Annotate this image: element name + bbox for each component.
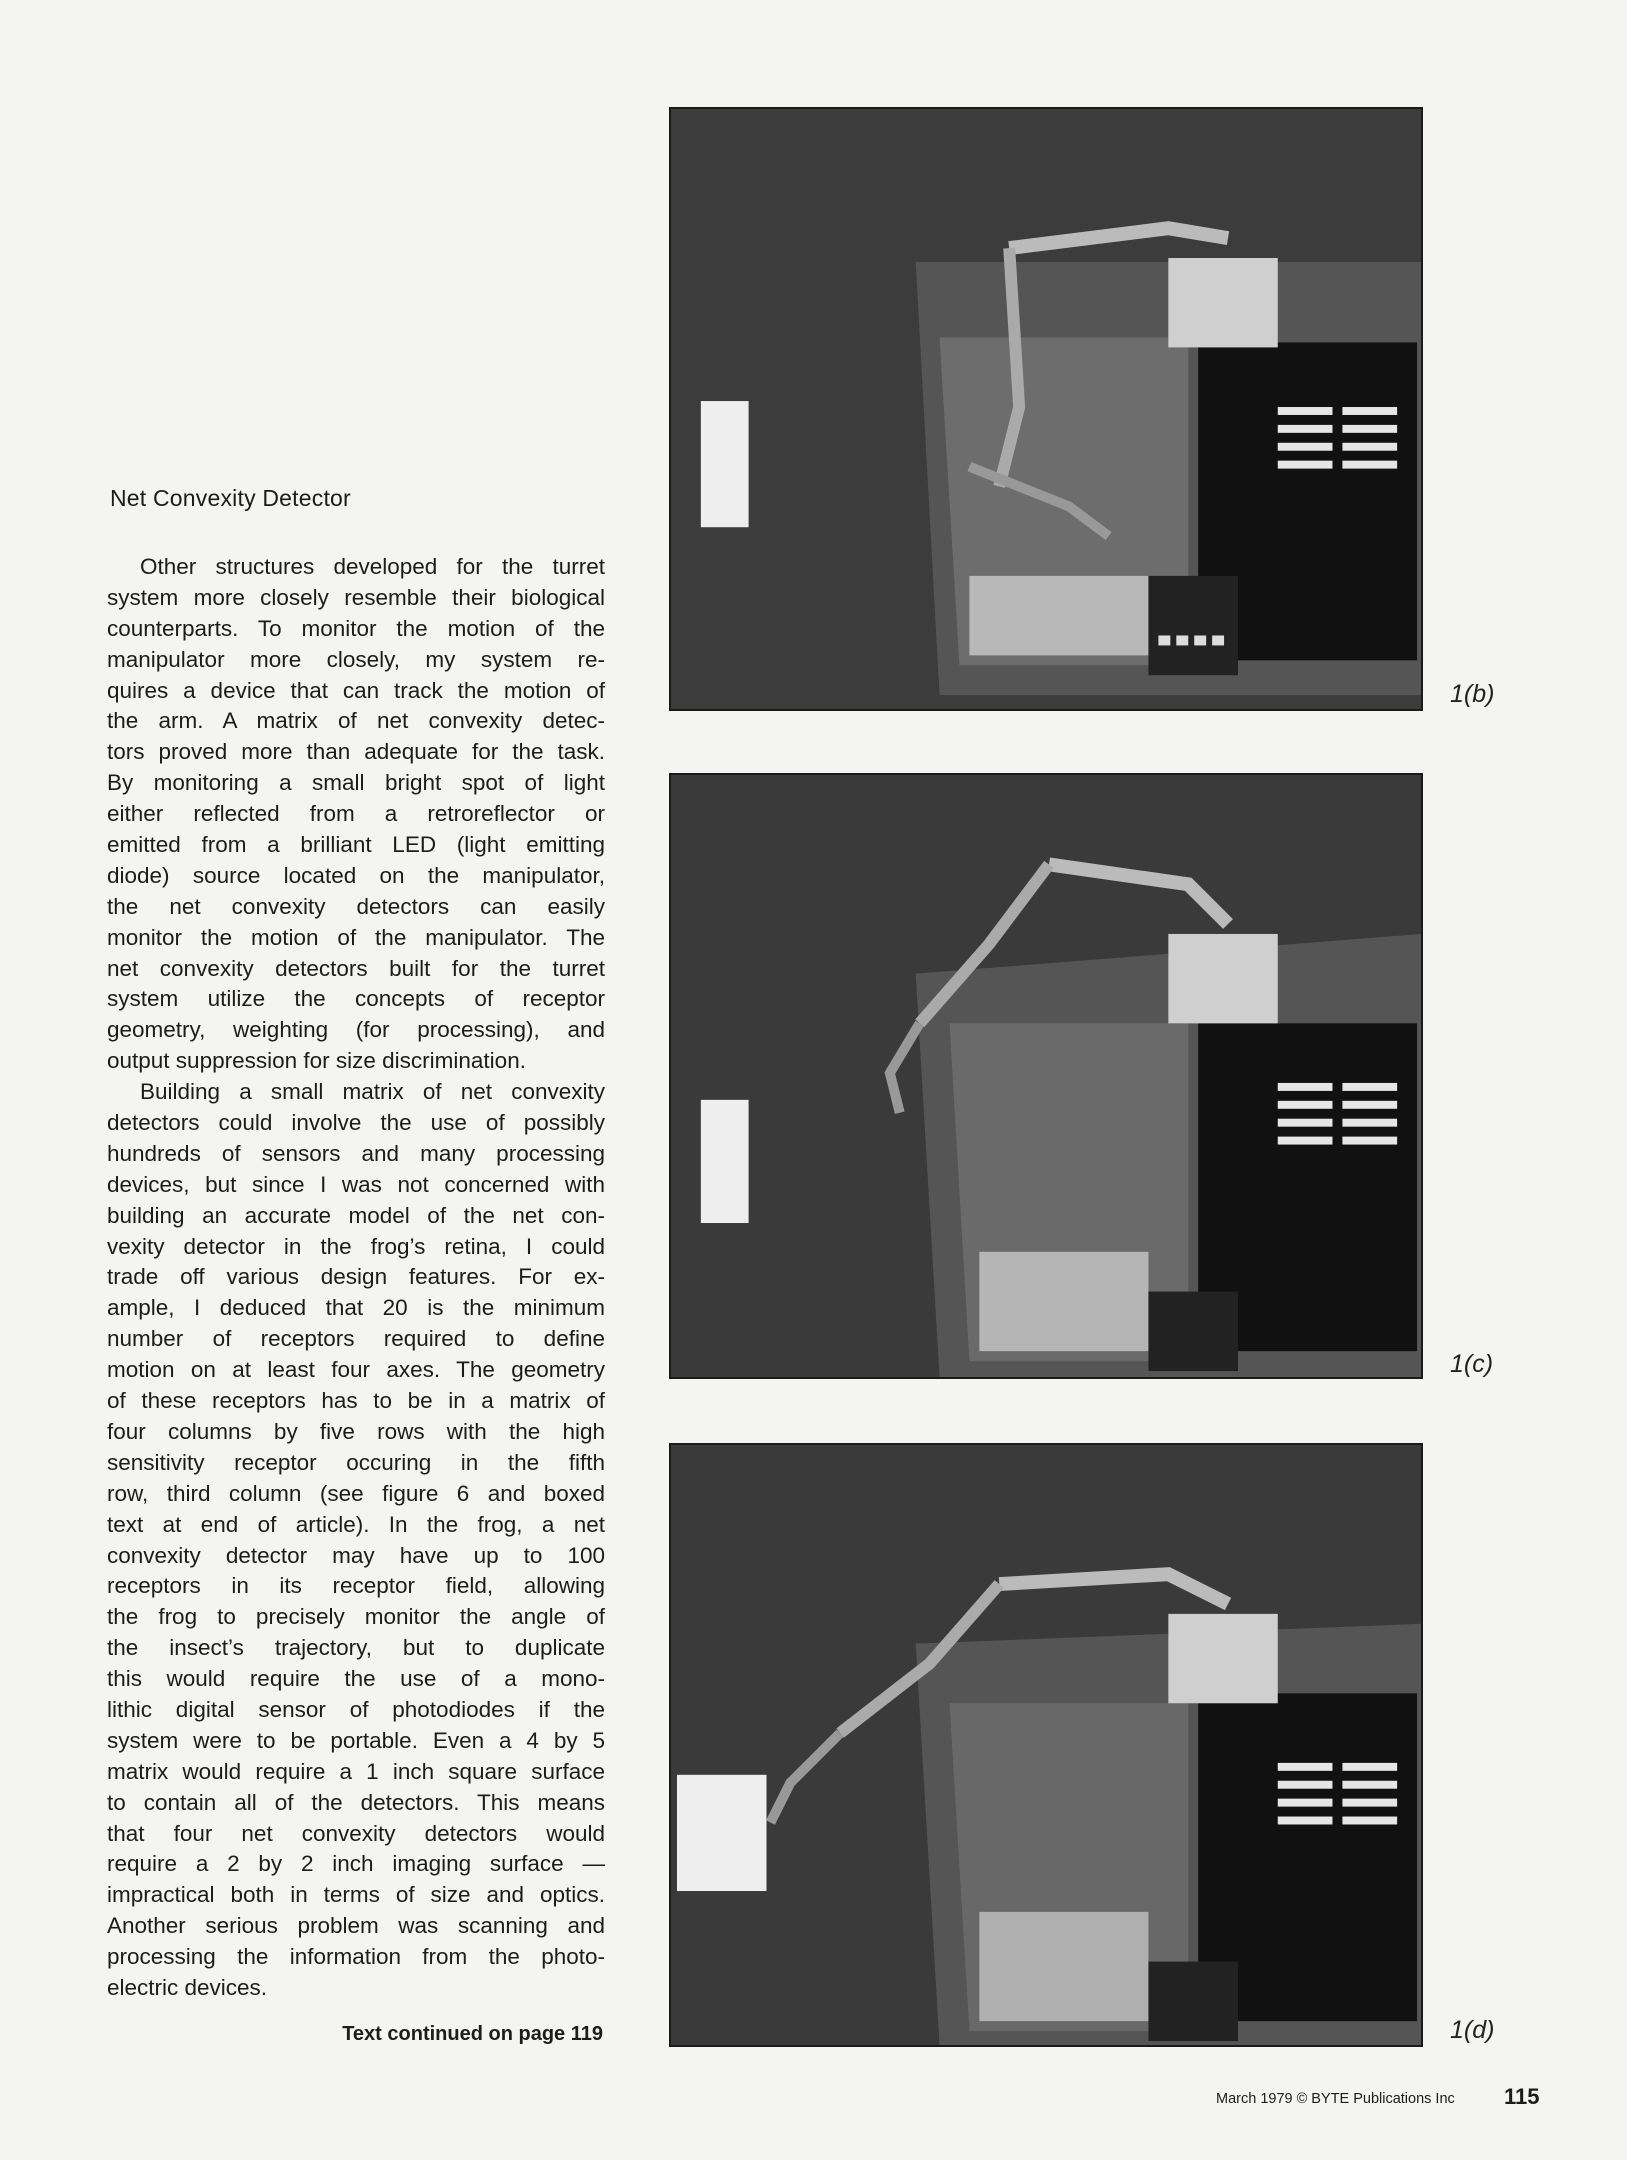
body-text-line: detectors could involve the use of possibly [107,1110,605,1136]
body-text-line: Another serious problem was scanning and [107,1913,605,1939]
body-text-line: the arm. A matrix of net convexity detec- [107,708,605,734]
body-text-line: manipulator more closely, my system re- [107,646,605,672]
body-text-line: monitor the motion of the manipulator. The [107,924,605,950]
figure-photo-1b [669,107,1423,711]
body-text-line: system utilize the concepts of receptor [107,986,605,1012]
body-text-line: net convexity detectors built for the turret [107,955,605,981]
body-text-line: system more closely resemble their biological [107,584,605,610]
body-text-line: require a 2 by 2 inch imaging surface — [107,1851,605,1877]
body-text-line: vexity detector in the frog’s retina, I could [107,1233,605,1259]
figure-caption: 1(d) [1450,2016,1495,2044]
body-text-line: to contain all of the detectors. This means [107,1789,605,1815]
figure-caption: 1(b) [1450,680,1495,708]
body-text-line: system were to be portable. Even a 4 by 5 [107,1727,605,1753]
body-text-line: of these receptors has to be in a matrix of [107,1388,605,1414]
body-text-line: ample, I deduced that 20 is the minimum [107,1295,605,1321]
body-text-line: Other structures developed for the turret [140,554,605,579]
body-text-line: Building a small matrix of net convexity [140,1079,605,1105]
body-text-line: four columns by five rows with the high [107,1418,605,1444]
body-text-line: impractical both in terms of size and optics. [107,1882,605,1908]
body-text-line: convexity detector may have up to 100 [107,1542,605,1568]
figure-photo-1d [669,1443,1423,2047]
body-text-line: that four net convexity detectors would [107,1820,605,1846]
body-text-line: electric devices. [107,1974,268,2000]
body-text-line: hundreds of sensors and many processing [107,1140,605,1166]
figure-photo-1c [669,773,1423,1379]
body-text-line: the insect’s trajectory, but to duplicate [107,1635,605,1661]
body-text-line: output suppression for size discrimination. [107,1048,526,1074]
body-text-line: counterparts. To monitor the motion of the [107,615,605,641]
body-text-line: the frog to precisely monitor the angle of [107,1604,605,1630]
footer-credit: March 1979 © BYTE Publications Inc [1216,2091,1455,2107]
body-text-line: quires a device that can track the motion of [107,677,605,703]
body-text-line: text at end of article). In the frog, a net [107,1511,605,1537]
body-text-line: processing the information from the photo- [107,1944,605,1970]
continued-note: Text continued on page 119 [342,2023,603,2045]
body-text-line: emitted from a brilliant LED (light emitting [107,832,605,858]
body-text-line: the net convexity detectors can easily [107,893,605,919]
section-heading: Net Convexity Detector [110,485,351,511]
body-text-line: diode) source located on the manipulator, [107,862,605,888]
body-text-line: motion on at least four axes. The geometry [107,1357,605,1383]
body-text-line: either reflected from a retroreflector or [107,801,605,827]
article-body [107,552,605,2004]
body-text-line: this would require the use of a mono- [107,1666,605,1692]
body-text-line: geometry, weighting (for processing), and [107,1017,605,1043]
body-text-line: trade off various design features. For ex- [107,1264,605,1290]
body-text-line: receptors in its receptor field, allowing [107,1573,605,1599]
body-text-line: sensitivity receptor occuring in the fifth [107,1449,605,1475]
body-text-line: lithic digital sensor of photodiodes if the [107,1696,605,1722]
page-number: 115 [1504,2084,1540,2109]
body-text-line: row, third column (see figure 6 and boxed [107,1480,605,1506]
body-text-line: matrix would require a 1 inch square surface [107,1758,605,1784]
body-text-line: number of receptors required to define [107,1326,605,1352]
body-text-line: devices, but since I was not concerned with [107,1171,605,1197]
body-text-line: building an accurate model of the net con- [107,1202,605,1228]
figure-caption: 1(c) [1450,1350,1494,1378]
body-text-line: By monitoring a small bright spot of light [107,770,605,796]
body-text-line: tors proved more than adequate for the task. [107,739,605,765]
